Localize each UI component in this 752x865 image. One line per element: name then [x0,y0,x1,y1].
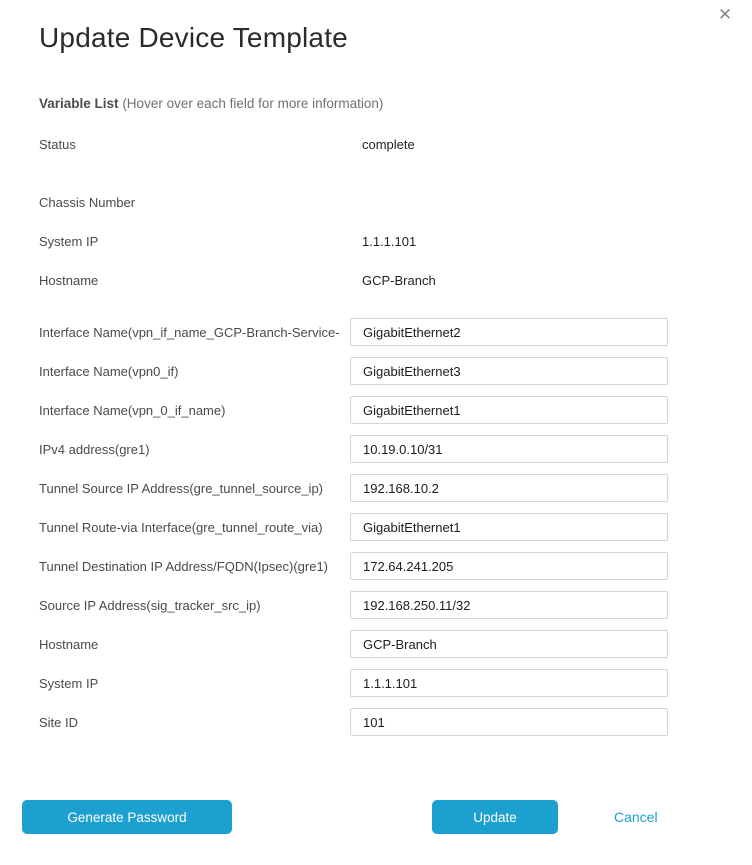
field-label: Tunnel Route-via Interface(gre_tunnel_route_via) [39,519,323,535]
variable-list-header [39,96,752,111]
page-title: Update Device Template [39,22,348,53]
field-value: complete [362,136,415,152]
site-id-input[interactable] [350,708,668,736]
field-row-ipv4-address-gre1 [39,435,668,463]
field-label: Tunnel Source IP Address(gre_tunnel_source_ip) [39,480,324,496]
field-row-chassis-number [39,193,668,211]
tunnel-source-ip-input[interactable] [350,474,668,502]
cancel-button[interactable]: Cancel [614,809,658,825]
system-ip-input[interactable] [350,669,668,697]
field-value: GCP-Branch [362,272,436,288]
field-row-tunnel-source-ip [39,474,668,502]
field-row-tunnel-route-via [39,513,668,541]
field-row-status [39,135,668,153]
variable-list-heading: Variable List [39,96,119,111]
field-label: Hostname [39,272,99,288]
field-row-interface-name-service-vpn [39,318,668,346]
dialog-footer [0,800,752,834]
update-button[interactable]: Update [432,800,558,834]
field-label: System IP [39,675,99,691]
interface-name-vpn0-if-input[interactable] [350,357,668,385]
interface-name-vpn-0-if-name-input[interactable] [350,396,668,424]
field-row-system-ip-editable [39,669,668,697]
hostname-input[interactable] [350,630,668,658]
field-row-tunnel-destination-ip [39,552,668,580]
field-label: Tunnel Destination IP Address/FQDN(Ipsec)(gre1) [39,558,329,574]
field-value: 1.1.1.101 [362,233,417,249]
generate-password-button[interactable]: Generate Password [22,800,232,834]
tunnel-route-via-input[interactable] [350,513,668,541]
ipv4-address-gre1-input[interactable] [350,435,668,463]
field-label: Hostname [39,636,99,652]
field-row-site-id [39,708,668,736]
field-label: Interface Name(vpn_if_name_GCP-Branch-Service- [39,324,340,340]
sig-tracker-src-ip-input[interactable] [350,591,668,619]
field-label: Chassis Number [39,194,136,210]
field-label: Site ID [39,714,79,730]
interface-name-service-vpn-input[interactable] [350,318,668,346]
field-label: Status [39,136,76,152]
close-icon[interactable]: ✕ [717,5,733,24]
tunnel-destination-ip-input[interactable] [350,552,668,580]
field-label: IPv4 address(gre1) [39,441,150,457]
variable-list-hint: (Hover over each field for more information) [122,96,384,111]
field-row-hostname-editable [39,630,668,658]
variable-list [39,135,669,736]
field-label: System IP [39,233,99,249]
field-label: Interface Name(vpn0_if) [39,363,179,379]
field-row-interface-name-vpn0-if [39,357,668,385]
field-label: Interface Name(vpn_0_if_name) [39,402,226,418]
field-row-interface-name-vpn-0-if-name [39,396,668,424]
field-row-system-ip [39,232,668,250]
field-label: Source IP Address(sig_tracker_src_ip) [39,597,261,613]
field-row-hostname [39,271,668,289]
field-row-sig-tracker-src-ip [39,591,668,619]
